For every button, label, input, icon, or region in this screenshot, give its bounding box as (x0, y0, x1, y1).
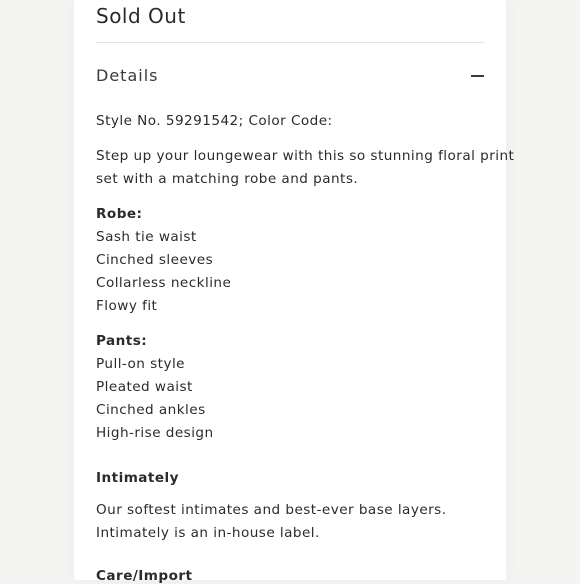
list-item: Collarless neckline (96, 275, 232, 291)
details-accordion-header[interactable] (96, 64, 484, 90)
list-item: Cinched ankles (96, 402, 206, 418)
list-item: Cinched sleeves (96, 252, 214, 268)
brand-heading: Intimately (96, 470, 179, 486)
care-import-heading: Care/Import (96, 568, 193, 584)
minus-icon[interactable] (471, 75, 484, 77)
list-item: Pleated waist (96, 379, 193, 395)
details-title: Details (96, 66, 159, 85)
divider (96, 42, 484, 43)
list-item: Pull-on style (96, 356, 185, 372)
sold-out-label: Sold Out (96, 4, 186, 28)
robe-heading: Robe: (96, 206, 143, 222)
brand-description-line-1: Our softest intimates and best-ever base layers. (96, 502, 447, 518)
pants-heading: Pants: (96, 333, 148, 349)
list-item: Flowy fit (96, 298, 158, 314)
list-item: Sash tie waist (96, 229, 197, 245)
list-item: High-rise design (96, 425, 214, 441)
brand-description-line-2: Intimately is an in-house label. (96, 525, 320, 541)
description-line-1: Step up your loungewear with this so stunning floral print (96, 148, 515, 164)
style-number: Style No. 59291542; Color Code: (96, 113, 333, 129)
description-line-2: set with a matching robe and pants. (96, 171, 359, 187)
